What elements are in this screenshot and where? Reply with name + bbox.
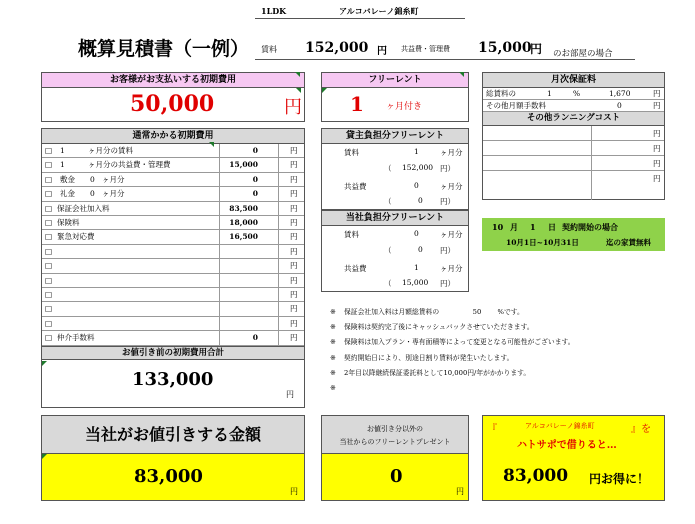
checkbox[interactable]: □ (45, 218, 53, 227)
table-row: □ 円 (42, 317, 304, 331)
table-row: □ 1 ヶ月分の共益費・管理費 15,000 円 (42, 158, 304, 172)
normal-costs-box (41, 128, 305, 408)
note-2: ※ 保険料は契約完了後にキャッシュバックさせていただきます。 (330, 323, 534, 331)
initial-payment-label: お客様がお支払いする初期費用 (42, 73, 304, 88)
note-6: ※ (330, 384, 336, 392)
header-info (255, 6, 695, 66)
room-type: 1LDK (261, 6, 287, 16)
checkbox[interactable]: □ (45, 275, 53, 285)
promo-suffix: 円お得に！ (589, 472, 650, 486)
monthly-guarantee-box (482, 72, 665, 200)
table-row: □ 仲介手数料 0 円 (42, 331, 304, 345)
normal-costs-label: 通常かかる初期費用 (42, 129, 304, 144)
free-rent-box (321, 72, 469, 122)
table-row: □ 円 (42, 288, 304, 302)
checkbox[interactable]: □ (45, 232, 53, 242)
checkbox[interactable]: □ (45, 246, 53, 256)
common-label: 共益費・管理費 (401, 45, 450, 53)
total-label: お値引き前の初期費用合計 (42, 346, 304, 360)
table-row: □ 円 (42, 302, 304, 316)
initial-payment-value: 50,000 (130, 91, 215, 117)
total-unit: 円 (286, 390, 294, 399)
initial-payment-unit: 円 (284, 97, 302, 118)
checkbox[interactable]: □ (45, 304, 53, 314)
common-value: 15,000 (478, 40, 532, 56)
present-label-2: 当社からのフリーレントプレゼント (339, 438, 451, 446)
table-row: □ 保険料 18,000 円 (42, 216, 304, 230)
company-free-box: 当社負担分フリーレント 賃料 0 ヶ月分 （ 0 円） 共益費 1 ヶ月分 （ 15,000 円） (321, 210, 469, 292)
rent-label: 賃料 (261, 45, 277, 54)
table-row: □ 円 (42, 274, 304, 288)
note-5: ※ 2年目以降継続保証委託料として10,000円/年がかかります。 (330, 369, 531, 377)
discount-label: 当社がお値引きする金額 (42, 416, 304, 454)
table-row: □ 礼金 0 ヶ月分 0 円 (42, 187, 304, 201)
contract-start-box: 10 月 1 日 契約開始の場合 10月1日~10月31日 迄の家賃無料 (482, 218, 665, 251)
checkbox[interactable]: □ (45, 261, 53, 271)
table-row: □ 保証会社加入料 83,500 円 (42, 202, 304, 216)
present-label-1: お値引き分以外の (367, 425, 423, 433)
other-cost-grid: 円 円 円 円 (483, 126, 664, 200)
initial-payment-box (41, 72, 305, 122)
page-title: 概算見積書（一例） (78, 38, 250, 60)
present-value: 0 (390, 466, 403, 487)
present-box (321, 415, 469, 501)
checkbox[interactable]: □ (45, 290, 53, 299)
note-3: ※ 保険料は加入プラン・専有面積等によって変更となる可能性がございます。 (330, 338, 575, 346)
table-row: □ 敷金 0 ヶ月分 0 円 (42, 173, 304, 187)
rent-value: 152,000 (305, 40, 369, 56)
common-yen: 円 (530, 42, 543, 56)
header-underline (255, 18, 465, 19)
checkbox[interactable]: □ (45, 333, 53, 343)
other-cost-label: その他ランニングコスト (483, 112, 664, 126)
promo-box: 『 アルコバレーノ錦糸町 』を ハトサポで借りると… 83,000 円お得に！ (482, 415, 665, 501)
discount-value: 83,000 (134, 466, 203, 487)
property-name: アルコバレーノ錦糸町 (339, 6, 419, 16)
checkbox[interactable]: □ (45, 318, 53, 328)
monthly-guarantee-label: 月次保証料 (483, 73, 664, 88)
free-rent-value: 1 (350, 92, 364, 116)
total-value: 133,000 (132, 369, 214, 390)
checkbox[interactable]: □ (45, 160, 53, 170)
checkbox[interactable]: □ (45, 174, 53, 184)
landlord-free-label: 貸主負担分フリーレント (322, 129, 468, 144)
discount-box (41, 415, 305, 501)
note-1: ※ 保証会社加入料は月額総賃料の 50 %です。 (330, 308, 524, 316)
checkbox[interactable]: □ (45, 146, 53, 155)
promo-line-2: ハトサポで借りると… (517, 440, 617, 451)
table-row: □ 緊急対応費 16,500 円 (42, 230, 304, 244)
company-free-label: 当社負担分フリーレント (322, 211, 468, 226)
guarantee-row: 総賃料の 1 % 1,670 円 (483, 88, 664, 100)
free-rent-label: フリーレント (322, 73, 468, 88)
table-row: □ 円 (42, 245, 304, 259)
checkbox[interactable]: □ (45, 203, 53, 213)
checkbox[interactable]: □ (45, 189, 53, 199)
landlord-free-box: 貸主負担分フリーレント 賃料 1 ヶ月分 （ 152,000 円） 共益費 0 ヶ月分 （ 0 円） (321, 128, 469, 210)
guarantee-row: その他月額手数料 0 円 (483, 100, 664, 112)
table-row: □ 1 ヶ月分の賃料 0 円 (42, 144, 304, 158)
table-row: □ 円 (42, 259, 304, 273)
header-suffix: のお部屋の場合 (553, 49, 613, 59)
note-4: ※ 契約開始日により、別途日割り賃料が発生いたします。 (330, 354, 514, 362)
present-unit: 円 (456, 487, 464, 496)
discount-unit: 円 (290, 487, 298, 496)
header-underline-2 (255, 59, 635, 60)
promo-value: 83,000 (503, 466, 569, 486)
rent-yen: 円 (377, 46, 387, 57)
free-rent-unit: ヶ月付き (386, 102, 423, 112)
